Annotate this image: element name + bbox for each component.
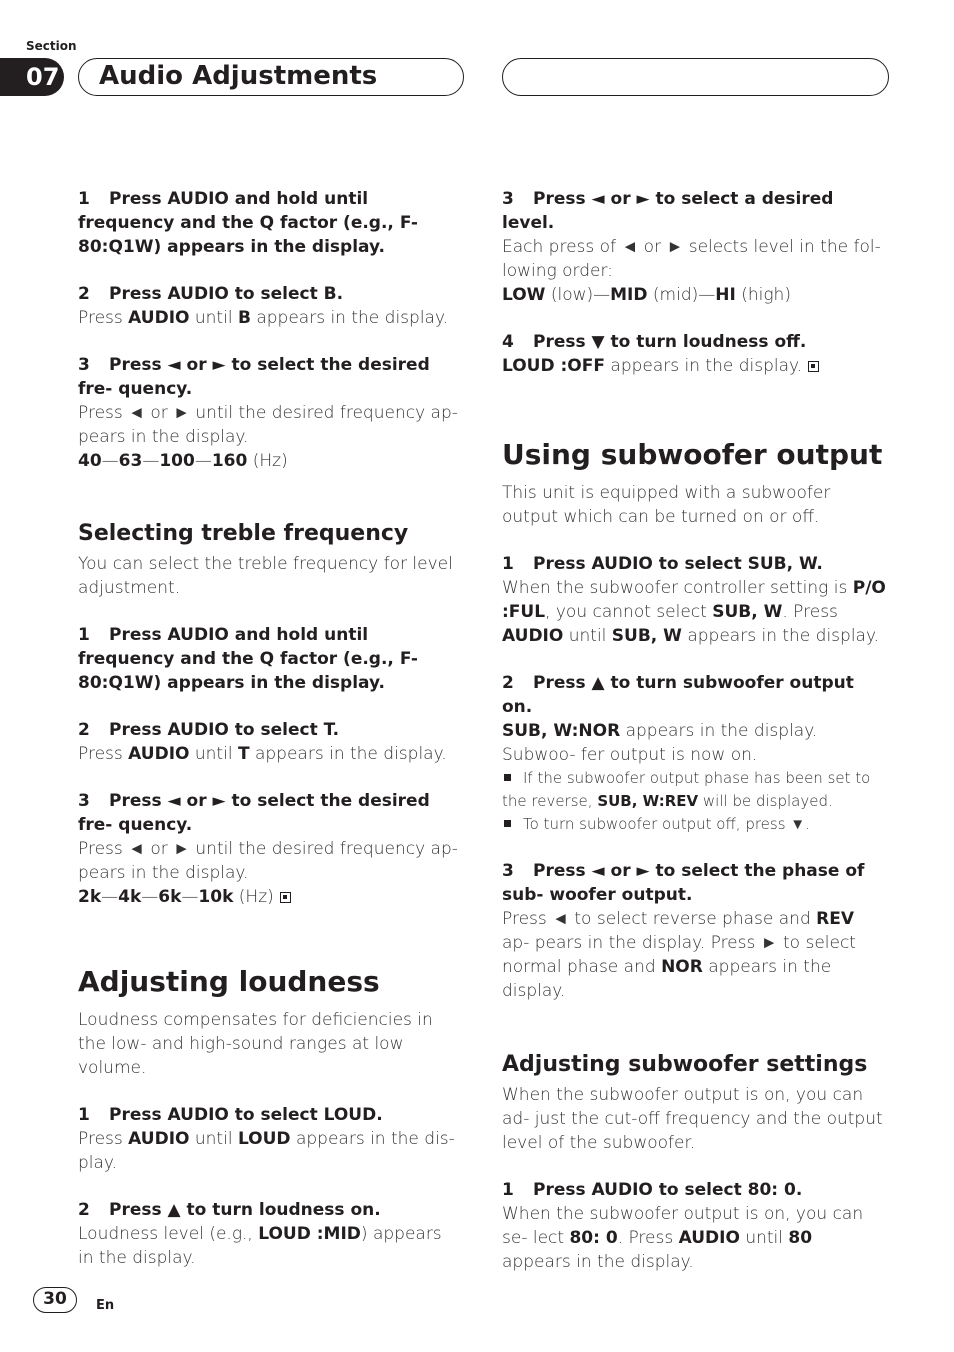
section-number-badge: 07 <box>0 58 64 96</box>
treble-intro: You can select the treble frequency for level adjustment. <box>78 554 453 598</box>
bass-step-3-title: 3 Press ◄ or ► to select the desired fre- quency. <box>78 355 430 399</box>
bass-frequency-sequence: 40—63—100—160 (Hz) <box>78 451 288 471</box>
treble-heading: Selecting treble frequency <box>78 521 409 546</box>
bullet-square-icon <box>504 774 511 781</box>
loudness-intro: Loudness compensates for deficiencies in the low- and high-sound ranges at low volume. <box>78 1010 433 1078</box>
loudness-step-2-body: Loudness level (e.g., LOUD :MID) appears in the display. <box>78 1224 442 1268</box>
end-mark-icon <box>280 892 291 903</box>
subwoofer-step-2-body: SUB, W:NOR appears in the display. Subwoo- fer output is now on. <box>502 721 818 765</box>
left-column <box>78 187 462 1270</box>
subwoofer-step-2-title: 2 Press ▲ to turn subwoofer output on. <box>502 673 854 717</box>
subwoofer-step-1-title: 1 Press AUDIO to select SUB, W. <box>502 554 823 574</box>
subwoofer-note-reverse: If the subwoofer output phase has been set to the reverse, SUB, W:REV will be displayed. <box>502 769 871 810</box>
subwoofer-step-3-title: 3 Press ◄ or ► to select the phase of sub- woofer output. <box>502 861 865 905</box>
loudness-step-4-title: 4 Press ▼ to turn loudness off. <box>502 332 807 352</box>
loudness-heading: Adjusting loudness <box>78 965 380 998</box>
loudness-level-sequence: LOW (low)—MID (mid)—HI (high) <box>502 285 791 305</box>
subwoofer-heading: Using subwoofer output <box>502 438 883 471</box>
loudness-step-3-body: Each press of ◄ or ► selects level in the fol- lowing order: <box>502 237 881 281</box>
subwoofer-step-3-body: Press ◄ to select reverse phase and REV ap- pears in the display. Press ► to select normal phase and NOR appears in the display. <box>502 909 856 1001</box>
bass-step-1: 1 Press AUDIO and hold until frequency and the Q factor (e.g., F- 80:Q1W) appears in the display. <box>78 189 418 257</box>
loudness-step-3-title: 3 Press ◄ or ► to select a desired level. <box>502 189 834 233</box>
subwoofer-settings-heading: Adjusting subwoofer settings <box>502 1052 868 1077</box>
loudness-step-1-title: 1 Press AUDIO to select LOUD. <box>78 1105 383 1125</box>
treble-step-1: 1 Press AUDIO and hold until frequency and the Q factor (e.g., F- 80:Q1W) appears in the display. <box>78 625 418 693</box>
subwoofer-settings-intro: When the subwoofer output is on, you can ad- just the cut-off frequency and the output level of the subwoofer. <box>502 1085 883 1153</box>
loudness-step-4-body: LOUD :OFF appears in the display. <box>502 354 886 378</box>
bass-step-2-body: Press AUDIO until B appears in the display. <box>78 308 448 328</box>
header-blank-box <box>502 58 889 96</box>
subwoofer-settings-step-1-body: When the subwoofer output is on, you can se- lect 80: 0. Press AUDIO until 80 appears in the display. <box>502 1204 864 1272</box>
right-column <box>502 187 886 1274</box>
language-code: En <box>96 1298 115 1313</box>
section-label: Section <box>26 39 77 53</box>
treble-step-3-body: Press ◄ or ► until the desired frequency ap- pears in the display. <box>78 839 458 883</box>
subwoofer-settings-step-1-title: 1 Press AUDIO to select 80: 0. <box>502 1180 803 1200</box>
end-mark-icon <box>808 361 819 372</box>
section-title: Audio Adjustments <box>99 61 378 91</box>
treble-step-2-title: 2 Press AUDIO to select T. <box>78 720 340 740</box>
subwoofer-note-off: To turn subwoofer output off, press ▼. <box>502 813 886 836</box>
subwoofer-intro: This unit is equipped with a subwoofer output which can be turned on or off. <box>502 483 831 527</box>
bass-step-2-title: 2 Press AUDIO to select B. <box>78 284 344 304</box>
loudness-step-2-title: 2 Press ▲ to turn loudness on. <box>78 1200 381 1220</box>
treble-step-3-title: 3 Press ◄ or ► to select the desired fre- quency. <box>78 791 430 835</box>
page-number: 30 <box>33 1287 77 1313</box>
loudness-step-1-body: Press AUDIO until LOUD appears in the dis- play. <box>78 1129 455 1173</box>
subwoofer-step-1-body: When the subwoofer controller setting is P/O :FUL, you cannot select SUB, W. Press AUDIO until SUB, W appears in the display. <box>502 578 886 646</box>
treble-frequency-sequence: 2k—4k—6k—10k (Hz) <box>78 885 462 909</box>
bullet-square-icon <box>504 820 511 827</box>
treble-step-2-body: Press AUDIO until T appears in the display. <box>78 744 447 764</box>
section-title-box <box>78 58 464 96</box>
bass-step-3-body: Press ◄ or ► until the desired frequency ap- pears in the display. <box>78 403 458 447</box>
